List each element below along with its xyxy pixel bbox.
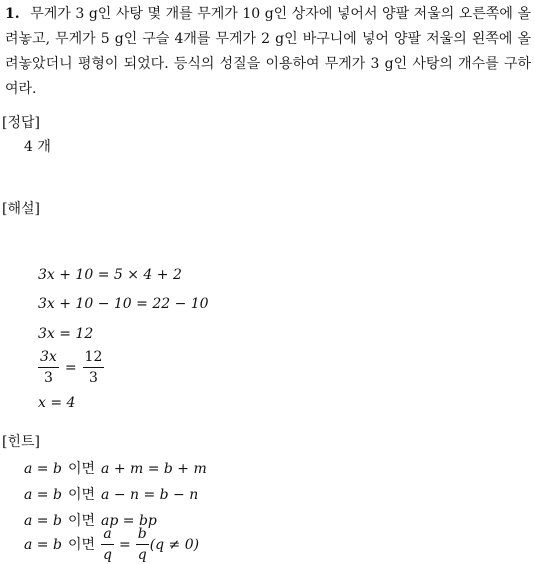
hint-fraction-b-denominator: q: [137, 547, 147, 563]
solution-step-3: 3x = 12: [38, 326, 94, 342]
hint-result: a − n = b − n: [101, 487, 199, 503]
equals-sign: =: [118, 536, 131, 553]
solution-step-5: x = 4: [38, 395, 76, 411]
solution-step-1: 3x + 10 = 5 × 4 + 2: [38, 267, 182, 283]
hint-fraction-a-denominator: q: [103, 547, 112, 563]
hint-fraction-b: [136, 525, 149, 564]
solution-label: [해설]: [2, 201, 40, 217]
fraction-lhs: [38, 348, 59, 387]
hint-fraction-a-numerator: a: [103, 526, 112, 542]
equals-sign: =: [64, 359, 77, 376]
fraction-rhs: [83, 348, 105, 387]
hint-fraction-b-numerator: b: [137, 526, 147, 542]
hint-keyword: 이면: [67, 487, 96, 503]
hint-keyword: 이면: [67, 513, 96, 529]
fraction-rhs-denominator: 3: [89, 370, 98, 386]
fraction-lhs-denominator: 3: [43, 370, 53, 386]
problem-text: 무게가 3 g인 사탕 몇 개를 무게가 10 g인 상자에 넣어서 양팔 저울의 오른쪽에 올려놓고, 무게가 5 g인 구슬 4개를 무게가 2 g인 바구니에 넣어 양팔 저울의 왼쪽에 올려놓았더니 평형이 되었다. 등식의 성질을 이용하여 무게가 3 g인 사탕의 개수를 구하여라.: [5, 6, 531, 97]
hint-fraction-a: [101, 525, 114, 564]
hint-item-fraction: [24, 525, 199, 564]
problem-statement: [5, 2, 531, 102]
hint-condition: a = b: [24, 461, 62, 477]
hint-keyword: 이면: [67, 536, 96, 553]
hint-item: [24, 485, 198, 505]
hint-keyword: 이면: [67, 461, 96, 477]
hint-label: [힌트]: [2, 434, 40, 450]
answer-label: [정답]: [2, 115, 40, 131]
solution-step-2: 3x + 10 − 10 = 22 − 10: [38, 296, 209, 312]
answer-value: 4 개: [24, 139, 51, 155]
fraction-rhs-numerator: 12: [84, 349, 103, 365]
hint-item: [24, 459, 207, 479]
fraction-lhs-numerator: 3x: [40, 349, 57, 365]
hint-result: ap = bp: [101, 513, 157, 529]
problem-number: 1.: [5, 6, 20, 22]
hint-condition: a = b: [24, 536, 62, 553]
solution-step-4: [38, 348, 104, 387]
hint-condition: a = b: [24, 487, 62, 503]
hint-result: a + m = b + m: [101, 461, 207, 477]
hint-condition-note: (q ≠ 0): [149, 536, 200, 553]
hint-condition: a = b: [24, 513, 62, 529]
